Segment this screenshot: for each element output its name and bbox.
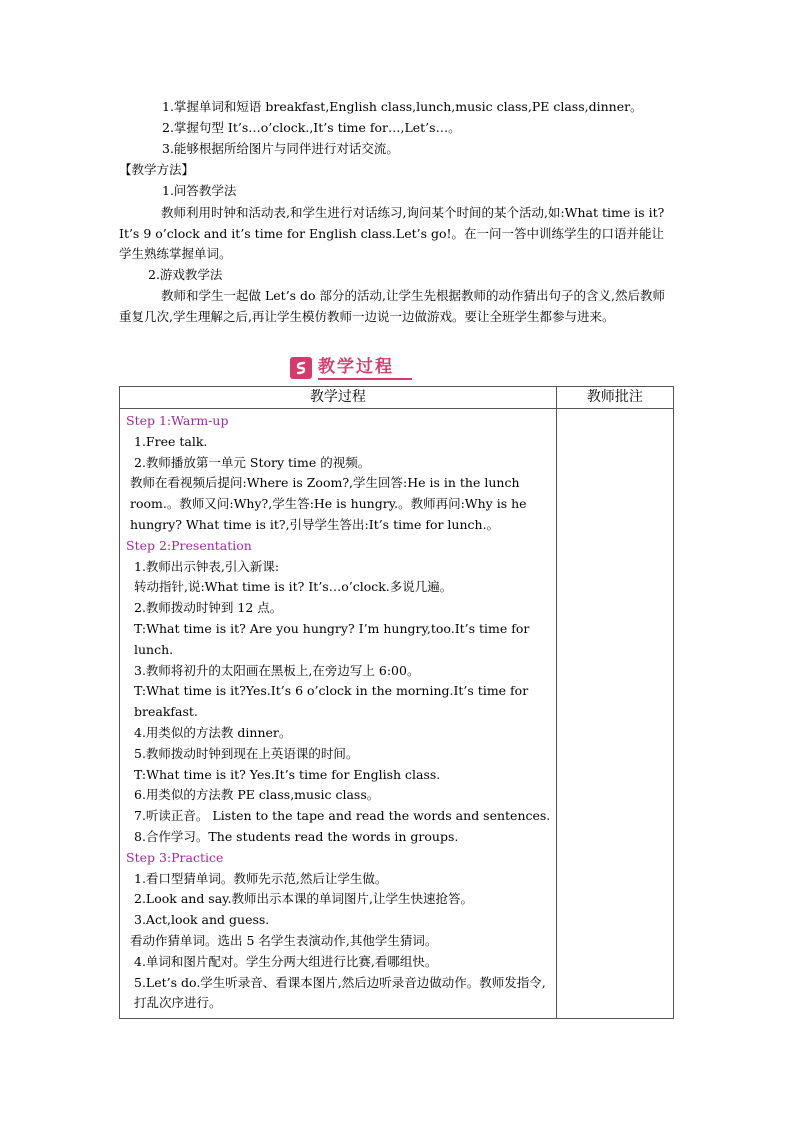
method2-body-text: 教师和学生一起做 Let’s do 部分的活动,让学生先根据教师的动作猜出句子的含义,然后教师重复几次,学生理解之后,再让学生模仿教师一边说一边做游戏。要让全班学生都参与进来。 <box>119 288 666 324</box>
step2-line: 4.用类似的方法教 dinner。 <box>134 724 292 740</box>
step2-line: 转动指针,说:What time is it? It’s…o’clock.多说几遍。 <box>134 579 453 595</box>
section-logo-icon <box>290 357 312 379</box>
method1-body-text: 教师利用时钟和活动表,和学生进行对话练习,询问某个时间的某个活动,如:What time is it? It’s 9 o’clock and it’s time for English class.Let’s go!。在一问一答中训练学生的口语并能让学生熟练掌握单词。 <box>119 205 665 261</box>
step3-line: 5.Let’s do.学生听录音、看课本图片,然后边听录音边做动作。教师发指令,打乱次序进行。 <box>134 974 546 1011</box>
step3-line: 2.Look and say.教师出示本课的单词图片,让学生快速抢答。 <box>134 891 474 907</box>
step2-title: Step 2:Presentation <box>126 537 252 553</box>
step2-line: 7.听读正音。 Listen to the tape and read the words and sentences. <box>134 808 551 824</box>
step2-line: 3.教师将初升的太阳画在黑板上,在旁边写上 6:00。 <box>134 662 420 678</box>
method2-title: 2.游戏教学法 <box>148 267 223 282</box>
step3-line: 4.单词和图片配对。学生分两大组进行比赛,看哪组快。 <box>134 953 438 969</box>
methods-heading: 【教学方法】 <box>119 162 195 177</box>
step3-line: 1.看口型猜单词。教师先示范,然后让学生做。 <box>134 870 388 886</box>
step1-line: 2.教师播放第一单元 Story time 的视频。 <box>134 454 371 470</box>
objective-1: 1.掌握单词和短语 breakfast,English class,lunch,music class,PE class,dinner。 <box>162 99 643 114</box>
teacher-notes-cell <box>556 409 673 1019</box>
step2-line: 6.用类似的方法教 PE class,music class。 <box>134 787 380 803</box>
step1-title: Step 1:Warm-up <box>126 413 229 428</box>
section-banner <box>290 356 412 380</box>
step2-line: T:What time is it? Yes.It’s time for English class. <box>134 766 441 782</box>
step2-line: 8.合作学习。The students read the words in groups. <box>134 828 459 844</box>
step2-line: T:What time is it?Yes.It’s 6 o’clock in the morning.It’s time for breakfast. <box>134 683 529 720</box>
method1-body <box>119 203 674 265</box>
table-header-row <box>120 387 674 409</box>
header-note: 教师批注 <box>556 387 673 409</box>
step1-line: 教师在看视频后提问:Where is Zoom?,学生回答:He is in the lunch room.。教师又问:Why?,学生答:He is hungry.。教师再问:Why is he hungry? What time is it?,引导学生答出:It’s time for lunch.。 <box>130 475 527 532</box>
step3-line: 看动作猜单词。选出 5 名学生表演动作,其他学生猜词。 <box>130 932 438 948</box>
step1-line: 1.Free talk. <box>134 433 208 449</box>
process-cell <box>120 409 557 1019</box>
step2-line: 5.教师拨动时钟到现在上英语课的时间。 <box>134 745 359 761</box>
step3-title: Step 3:Practice <box>126 849 224 865</box>
table-body-row <box>120 409 674 1019</box>
method1-title: 1.问答教学法 <box>162 183 237 198</box>
section-underline <box>318 378 412 380</box>
method2-body <box>119 286 674 327</box>
step2-line: 1.教师出示钟表,引入新课: <box>134 558 280 574</box>
objective-2: 2.掌握句型 It’s…o’clock.,It’s time for…,Let’s…。 <box>162 120 461 135</box>
step3-line: 3.Act,look and guess. <box>134 912 270 928</box>
section-title: 教学过程 <box>318 357 394 377</box>
step2-line: 2.教师拨动时钟到 12 点。 <box>134 600 283 616</box>
step2-line: T:What time is it? Are you hungry? I’m hungry,too.It’s time for lunch. <box>134 620 530 657</box>
teaching-process-table <box>119 386 674 1019</box>
objective-3: 3.能够根据所给图片与同伴进行对话交流。 <box>162 141 399 156</box>
header-main: 教学过程 <box>120 387 557 409</box>
